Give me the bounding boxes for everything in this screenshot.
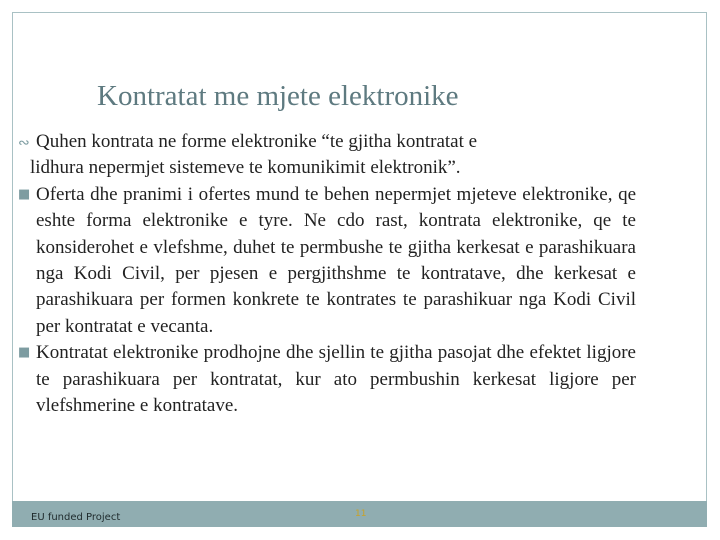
bullet-item-1	[14, 182, 636, 340]
footer-label: EU funded Project	[31, 512, 121, 523]
bullet-text-1: Oferta dhe pranimi i ofertes mund te behen nepermjet mjeteve elektronike, qe eshte forma elektronike e tyre. Ne cdo rast, kontrata elektronike, qe te konsiderohet e vlefshme, duhet te permbushe te gjitha kerkesat e parashikuara nga Kodi Civil, per pjesen e pergjithshme te kontratave, dhe kerkesat e parashikuara per formen konkrete te kontrates te parashikuar nga Kodi Civil per kontratat e vecanta.	[36, 183, 636, 337]
intro-paragraph	[14, 129, 636, 182]
page-number: 11	[355, 509, 367, 519]
bullet-text-2: Kontratat elektronike prodhojne dhe sjellin te gjitha pasojat dhe efektet ligjore te parashikuara per kontratat, kur ato permbushin kerkesat ligjore per vlefshmerine e kontratave.	[36, 342, 636, 417]
footer-bar	[12, 501, 707, 527]
square-bullet-icon: ■	[18, 186, 31, 202]
slide-title: Kontratat me mjete elektronike	[97, 80, 459, 112]
slide-content	[14, 129, 636, 419]
scroll-bullet-icon: ∾	[18, 135, 30, 151]
intro-line-1: Quhen kontrata ne forme elektronike “te gjitha kontratat e	[36, 131, 478, 152]
intro-line-2: lidhura nepermjet sistemeve te komunikimit elektronik”.	[30, 157, 461, 179]
square-bullet-icon: ■	[18, 345, 31, 361]
bullet-item-2	[14, 340, 636, 419]
